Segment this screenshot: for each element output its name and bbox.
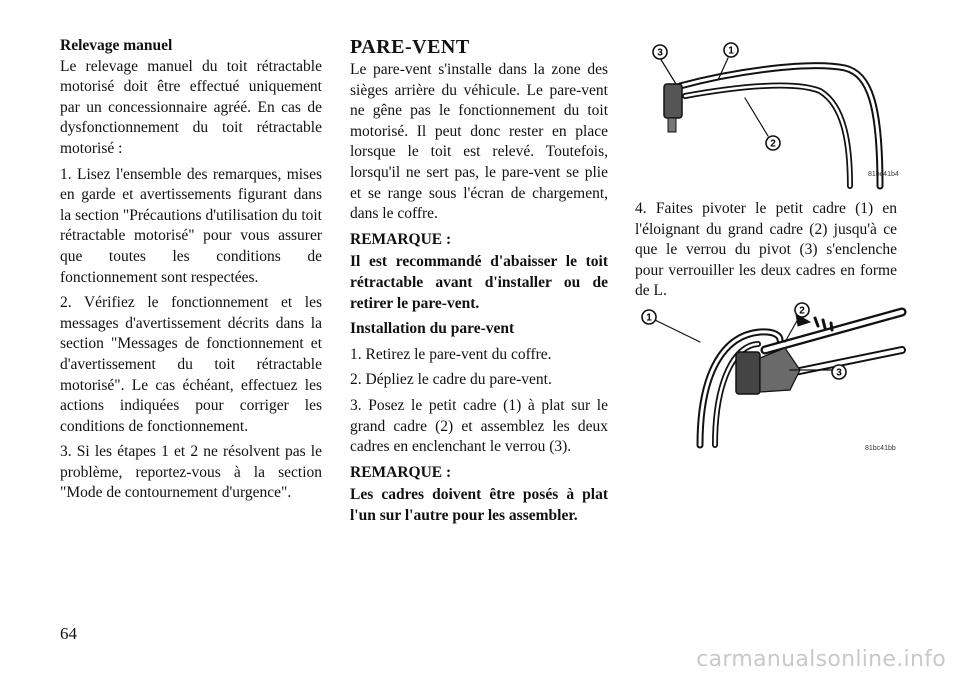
figure2-callout-3 xyxy=(832,365,846,379)
column-left xyxy=(60,36,322,509)
windscreen-intro: Le pare-vent s'installe dans la zone des sièges arrière du véhicule. Le pare-vent ne gêne pas le fonctionnement du toit motorisé. Il peut donc rester en place lorsque le toit est relevé. Toutefois, lorsqu'il ne sert pas, le pare-vent se plie et se range sous l'écran de chargement, dans le coffre. xyxy=(350,61,608,223)
figure-pivot-lock xyxy=(640,300,902,452)
figure-frame-assembly xyxy=(640,36,902,188)
svg-text:1: 1 xyxy=(728,45,734,57)
install-step-1: 1. Retirez le pare-vent du coffre. xyxy=(350,345,552,363)
figure1-callout-1 xyxy=(724,43,738,57)
manual-lift-intro: Le relevage manuel du toit rétractable motorisé doit être effectué uniquement par un concessionnaire agréé. En cas de dysfonctionnement du toit rétractable motorisé : xyxy=(60,57,322,157)
install-step-4: 4. Faites pivoter le petit cadre (1) en l'éloignant du grand cadre (2) jusqu'à ce que le verrou du pivot (3) s'enclenche pour verrouiller les deux cadres en forme de L. xyxy=(635,200,897,300)
remark-label-1: REMARQUE : xyxy=(350,230,452,248)
section-title-windscreen: PARE-VENT xyxy=(350,36,470,58)
figure2-callout-2 xyxy=(795,303,809,317)
manual-lift-step-2: 2. Vérifiez le fonctionnement et les messages d'avertissement décrits dans la section "Messages de fonctionnement et d'avertissement du toit rétractable motorisé". Le cas échéant, effectuez les actions indiquées pour corriger les conditions de fonctionnement. xyxy=(60,294,322,435)
svg-text:3: 3 xyxy=(657,47,663,59)
figure2-callout-1 xyxy=(642,310,656,324)
remark-text-2: Les cadres doivent être posés à plat l'un sur l'autre pour les assembler. xyxy=(350,486,608,524)
svg-text:2: 2 xyxy=(799,305,805,317)
column-middle xyxy=(350,36,608,531)
svg-text:1: 1 xyxy=(646,312,652,324)
manual-lift-step-1: 1. Lisez l'ensemble des remarques, mises en garde et avertissements figurant dans la section "Précautions d'utilisation du toit rétractable motorisé" pour vous assurer que toutes les conditions de fonctionnement sont respectées. xyxy=(60,165,322,286)
figure1-code: 81bc41b4 xyxy=(868,171,899,178)
section-heading-manual-lift: Relevage manuel xyxy=(60,37,173,54)
svg-text:2: 2 xyxy=(770,138,776,150)
svg-text:3: 3 xyxy=(836,367,842,379)
watermark: carmanualsonline.info xyxy=(696,647,946,672)
install-step-3: 3. Posez le petit cadre (1) à plat sur le grand cadre (2) et assemblez les deux cadres en enclenchant le verrou (3). xyxy=(350,396,608,456)
figure1-callout-2 xyxy=(766,136,780,150)
remark-label-2: REMARQUE : xyxy=(350,463,452,481)
remark-text-1: Il est recommandé d'abaisser le toit rétractable avant d'installer ou de retirer le pare-vent. xyxy=(350,253,608,312)
install-step-2: 2. Dépliez le cadre du pare-vent. xyxy=(350,371,552,389)
column-right xyxy=(635,199,897,307)
install-heading: Installation du pare-vent xyxy=(350,320,515,338)
manual-lift-step-3: 3. Si les étapes 1 et 2 ne résolvent pas le problème, reportez-vous à la section "Mode de contournement d'urgence". xyxy=(60,443,322,502)
figure1-callout-3 xyxy=(653,45,667,59)
figure2-code: 81bc41bb xyxy=(865,445,896,452)
page-number: 64 xyxy=(60,624,77,643)
